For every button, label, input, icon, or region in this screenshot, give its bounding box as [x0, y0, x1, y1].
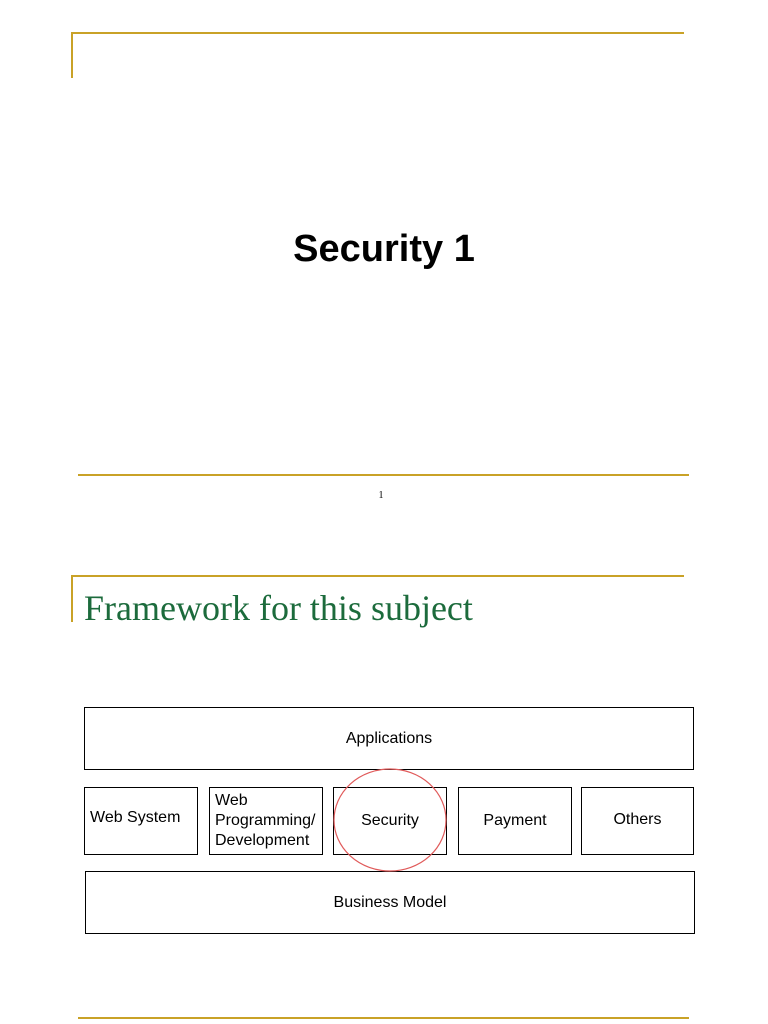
slide-1-left-rule: [71, 32, 73, 78]
web-system-label: Web System: [90, 809, 181, 826]
slide-1-top-rule: [71, 32, 684, 34]
payment-label: Payment: [483, 812, 547, 829]
applications-label: Applications: [345, 729, 433, 747]
security-label: Security: [361, 812, 419, 829]
web-programming-box: [209, 787, 323, 855]
business-model-box: [85, 871, 695, 934]
security-box: [333, 787, 447, 855]
slide-1-title: Security 1: [293, 228, 475, 270]
payment-box: [458, 787, 572, 855]
slide-2-bottom-rule: [78, 1017, 689, 1019]
web-system-box: [84, 787, 198, 855]
applications-box: [84, 707, 694, 770]
business-model-label: Business Model: [333, 893, 447, 911]
slide-2-top-rule: [71, 575, 684, 577]
slide-2-left-rule: [71, 575, 73, 622]
page-number: 1: [378, 490, 384, 501]
web-programming-label: Web Programming/ Development: [215, 792, 316, 849]
others-box: [581, 787, 694, 855]
slide-2-title: Framework for this subject: [84, 588, 473, 628]
slide-1-bottom-rule: [78, 474, 689, 476]
others-label: Others: [613, 811, 662, 828]
